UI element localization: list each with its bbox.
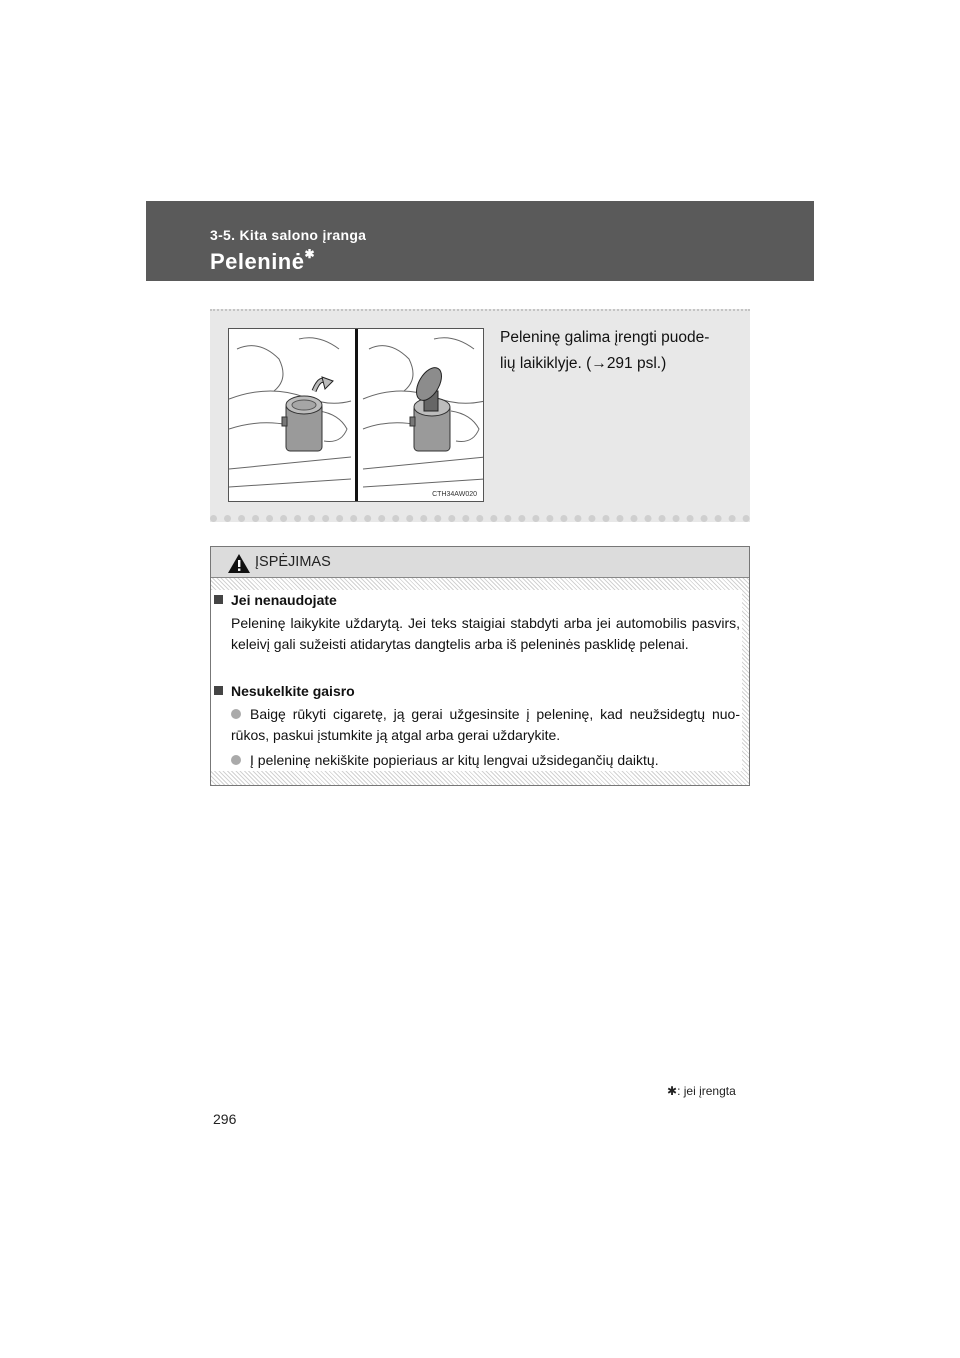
warning-bullet-1: Baigę rūkyti cigaretę, ją gerai užgesinsite į peleninę, kad neužsidegtų nuo-rūkos, paskui įstumkite ją atgal arba gerai uždarykite. xyxy=(231,706,740,743)
warning-title: ĮSPĖJIMAS xyxy=(255,554,331,570)
warning-triangle-icon xyxy=(227,553,251,574)
page-title-text: Peleninė xyxy=(210,249,305,274)
warning-box xyxy=(210,546,750,786)
section-header xyxy=(146,201,814,281)
arrow-icon: → xyxy=(591,355,607,372)
warning-heading-not-in-use: Jei nenaudojate xyxy=(211,590,337,611)
caption-line-1: Peleninę galima įrengti puode- xyxy=(500,329,710,346)
footnote xyxy=(667,1084,736,1098)
caption-line-2 xyxy=(500,351,740,377)
page-reference-link[interactable]: 291 psl.) xyxy=(606,355,667,372)
optional-equipment-mark: ✱ xyxy=(304,247,316,261)
round-bullet-icon xyxy=(231,709,241,719)
ashtray-illustration xyxy=(228,328,484,502)
square-bullet-icon xyxy=(214,686,223,695)
page-title xyxy=(210,249,315,275)
figure-caption xyxy=(500,325,740,377)
ashtray-in-cup-holder-drawing xyxy=(229,329,484,502)
warning-header xyxy=(211,547,749,578)
round-bullet-icon xyxy=(231,755,241,765)
page-number: 296 xyxy=(213,1111,237,1127)
figure-panel xyxy=(210,309,750,522)
warning-heading-fire: Nesukelkite gaisro xyxy=(211,681,355,702)
asterisk-icon: ✱ xyxy=(667,1084,678,1098)
warning-content xyxy=(211,590,742,771)
section-label: 3-5. Kita salono įranga xyxy=(210,227,367,243)
warning-bullet-2: Į peleninę nekiškite popieriaus ar kitų lengvai užsidegančių daiktų. xyxy=(231,750,740,771)
warning-body xyxy=(211,578,749,785)
caption-text: lių laikiklyje. ( xyxy=(500,355,592,372)
warning-paragraph: Peleninę laikykite uždarytą. Jei teks staigiai stabdyti arba jei automobilis pasvirs, keleivį gali sužeisti atidarytas dangtelis arba iš peleninės pasklidę pelenai. xyxy=(231,615,740,652)
footnote-text: : jei įrengta xyxy=(677,1084,736,1098)
square-bullet-icon xyxy=(214,595,223,604)
figure-code: CTH34AW020 xyxy=(432,491,477,498)
